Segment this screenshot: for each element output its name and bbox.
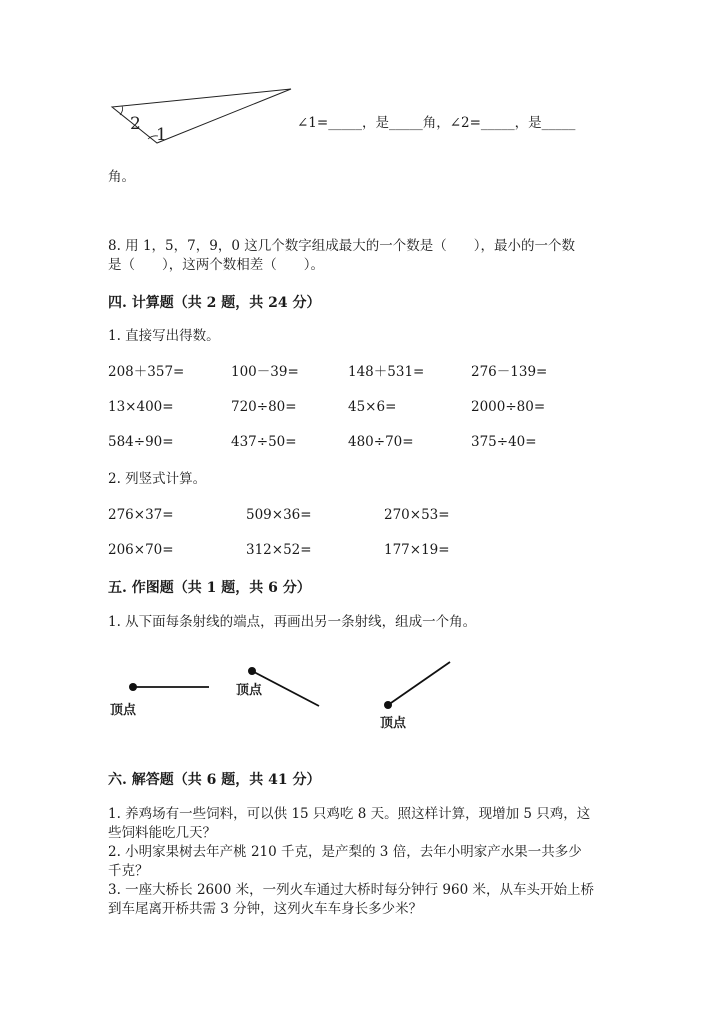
calc-r3-c1: 584÷90=: [108, 434, 174, 450]
calc-r2-c3: 45×6=: [348, 399, 397, 415]
section4-title: 四. 计算题（共 2 题，共 24 分）: [108, 295, 321, 311]
section6-q1-line2: 些饲料能吃几天？: [108, 825, 216, 841]
ray-3-vertex: [384, 701, 392, 709]
section6-title: 六. 解答题（共 6 题，共 41 分）: [108, 772, 321, 788]
section5-q1: 1. 从下面每条射线的端点，再画出另一条射线，组成一个角。: [108, 614, 477, 630]
vertex-label-2: 顶点: [236, 683, 263, 698]
rays-figure: [100, 655, 470, 735]
calc-r2-c2: 720÷80=: [231, 399, 297, 415]
calc-r1-c1: 208＋357=: [108, 364, 185, 380]
triangle-question-end: 角。: [108, 169, 135, 185]
vert-r1-c2: 509×36=: [246, 507, 312, 523]
angle-label-1: 1: [156, 125, 167, 145]
section6-q3-line2: 到车尾离开桥共需 3 分钟，这列火车车身长多少米？: [108, 901, 423, 917]
ray-3: [388, 662, 450, 705]
vert-r2-c2: 312×52=: [246, 542, 312, 558]
vertex-label-3: 顶点: [380, 716, 407, 731]
triangle-question: ∠1=_____，是_____角，∠2=_____，是_____: [297, 115, 576, 131]
calc-r1-c3: 148＋531=: [348, 364, 425, 380]
calc-r3-c4: 375÷40=: [471, 434, 537, 450]
calc-r1-c4: 276－139=: [471, 364, 548, 380]
section4-q1: 1. 直接写出得数。: [108, 328, 220, 344]
triangle-figure: [108, 82, 298, 152]
section4-q2: 2. 列竖式计算。: [108, 471, 207, 487]
vert-r2-c3: 177×19=: [384, 542, 450, 558]
section5-title: 五. 作图题（共 1 题，共 6 分）: [108, 580, 311, 596]
ray-2: [252, 671, 319, 706]
calc-r2-c4: 2000÷80=: [471, 399, 546, 415]
ray-2-vertex: [248, 667, 256, 675]
section6-q1-line1: 1. 养鸡场有一些饲料，可以供 15 只鸡吃 8 天。照这样计算，现增加 5 只鸡，这: [108, 806, 591, 822]
calc-r2-c1: 13×400=: [108, 399, 174, 415]
vert-r1-c1: 276×37=: [108, 507, 174, 523]
vert-r2-c1: 206×70=: [108, 542, 174, 558]
q8-line2: 是（ ），这两个数相差（ ）。: [108, 257, 324, 273]
calc-r3-c2: 437÷50=: [231, 434, 297, 450]
calc-r3-c3: 480÷70=: [348, 434, 414, 450]
section6-q2-line2: 千克？: [108, 863, 149, 879]
vert-r1-c3: 270×53=: [384, 507, 450, 523]
calc-r1-c2: 100－39=: [231, 364, 299, 380]
ray-1-vertex: [129, 683, 137, 691]
section6-q3-line1: 3. 一座大桥长 2600 米，一列火车通过大桥时每分钟行 960 米，从车头开始上桥: [108, 882, 594, 898]
angle-label-2: 2: [130, 114, 141, 134]
vertex-label-1: 顶点: [110, 703, 137, 718]
q8-line1: 8. 用 1，5，7，9，0 这几个数字组成最大的一个数是（ ），最小的一个数: [108, 238, 575, 254]
section6-q2-line1: 2. 小明家果树去年产桃 210 千克，是产梨的 3 倍，去年小明家产水果一共多少: [108, 844, 582, 860]
